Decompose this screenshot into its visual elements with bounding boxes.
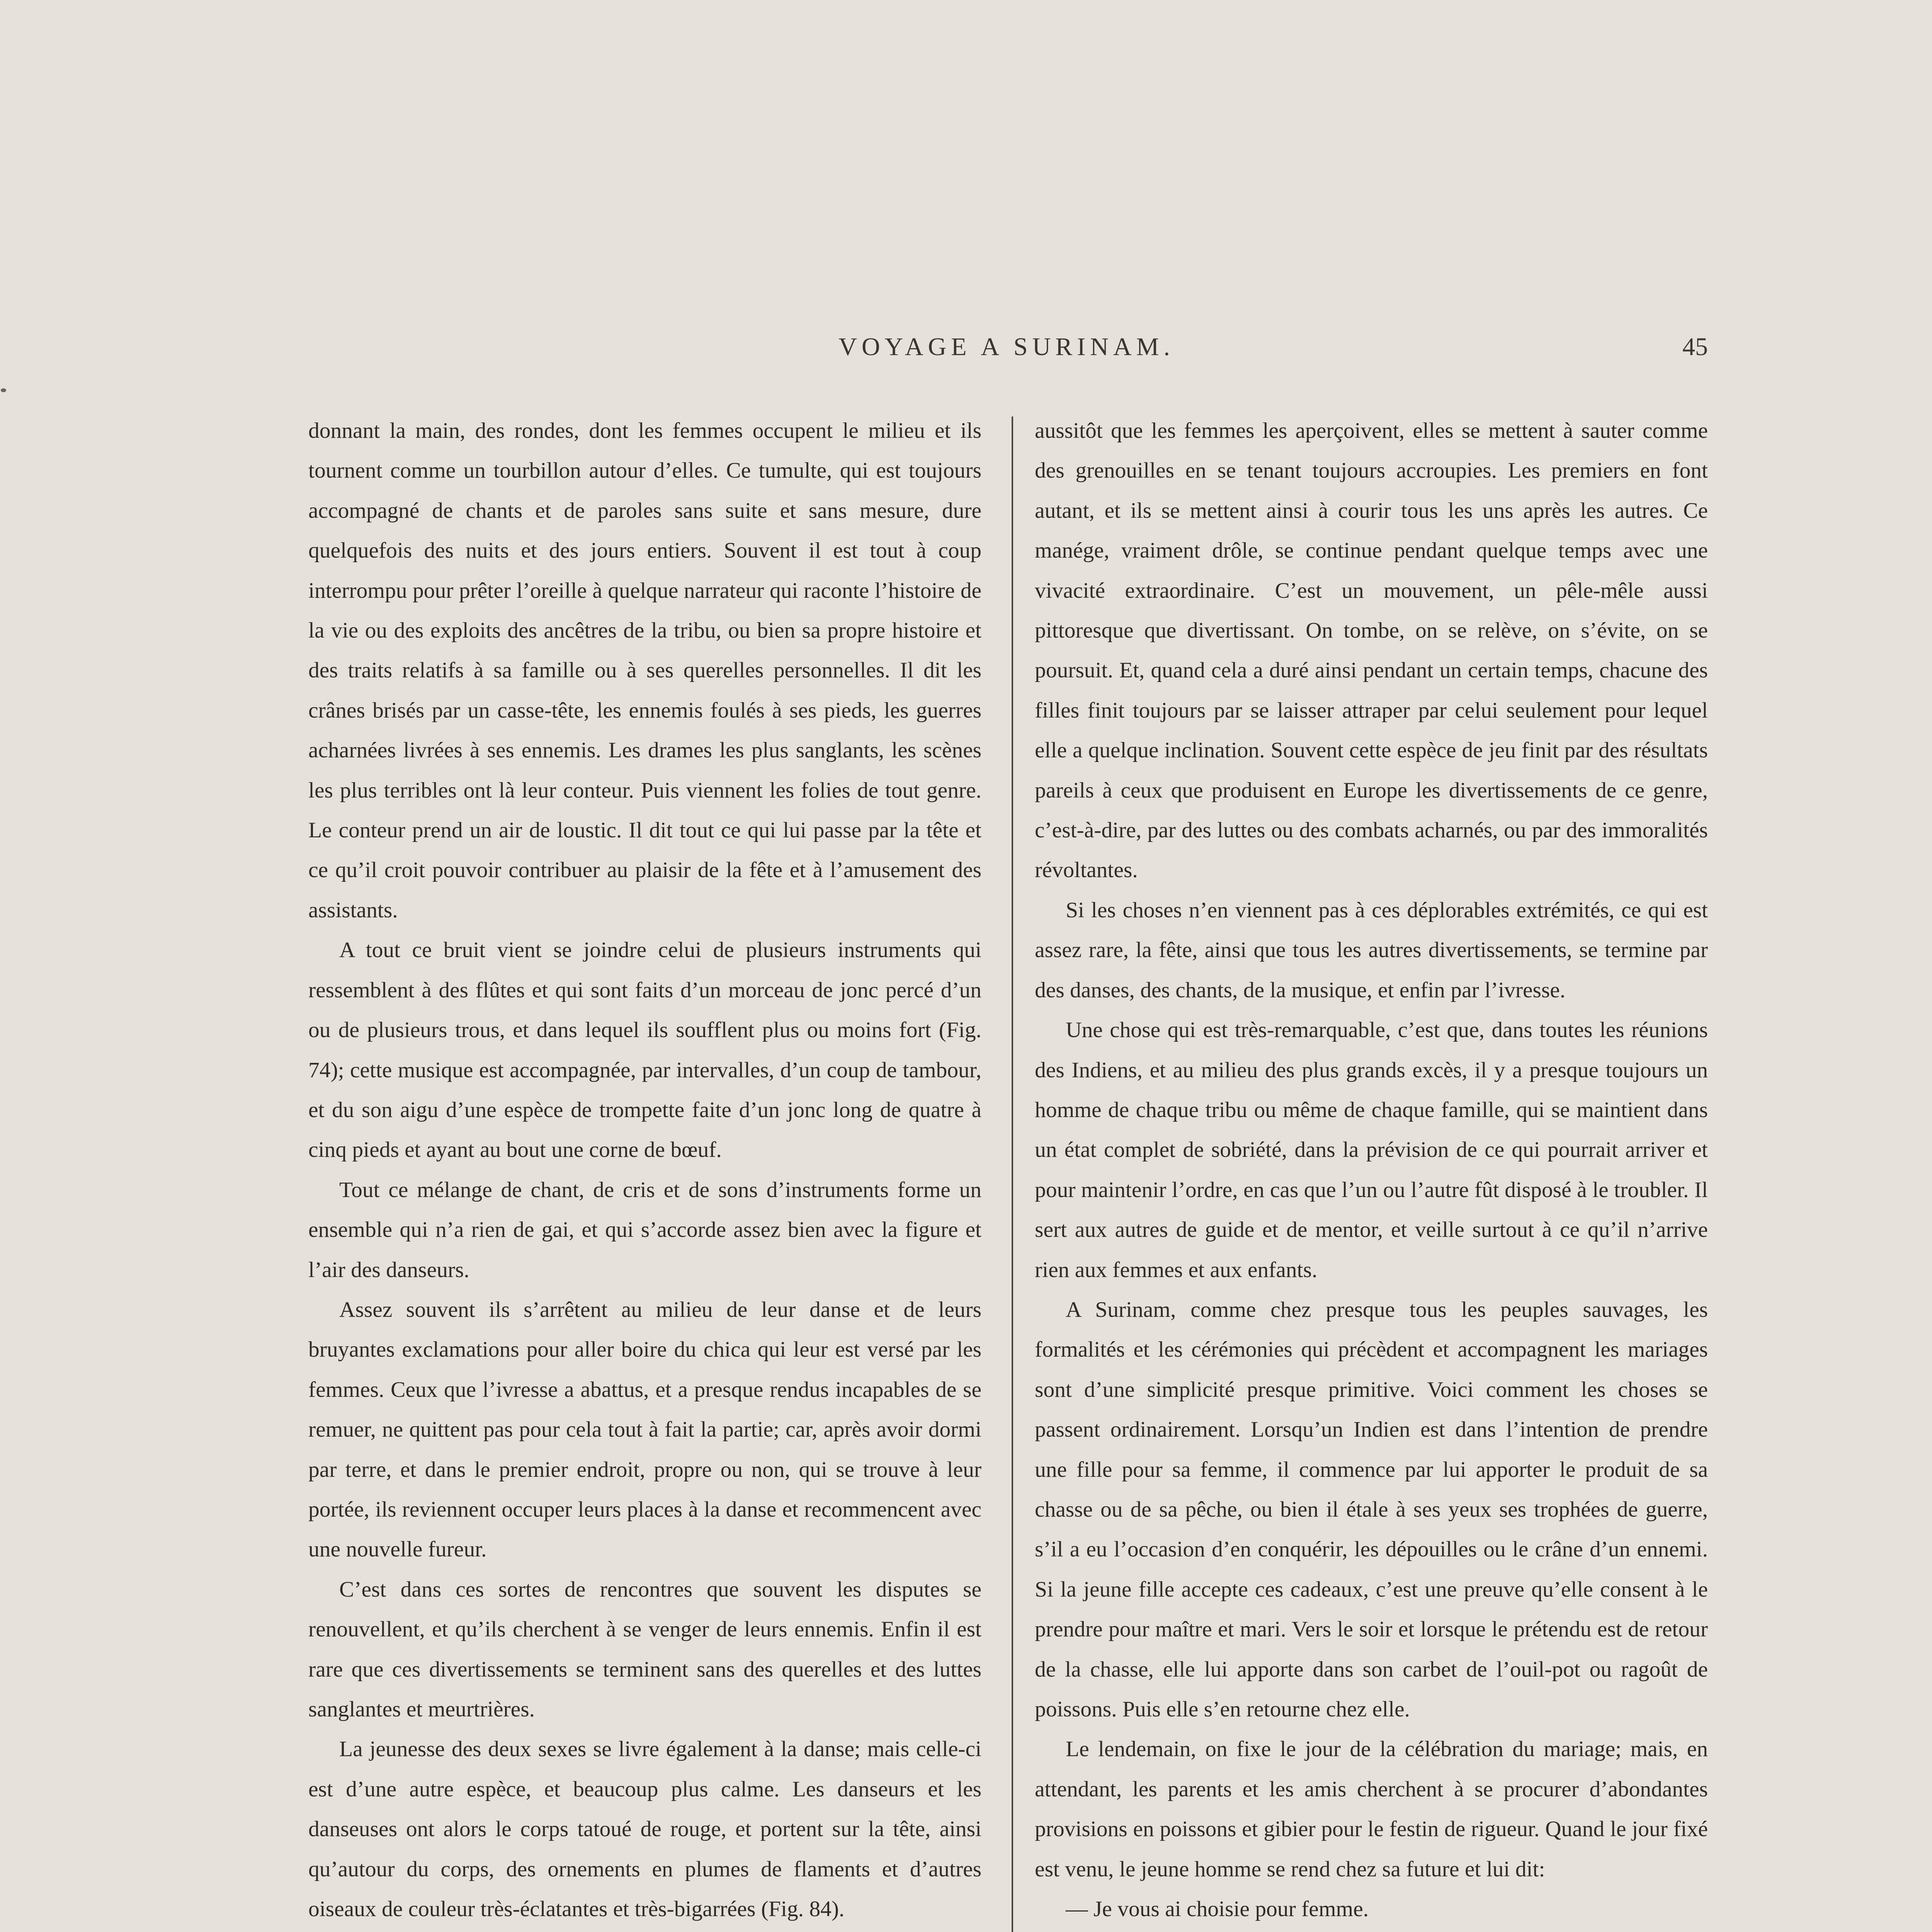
- paragraph: Si les choses n’en viennent pas à ces déplorables extrémités, ce qui est assez rare, la fête, ainsi que tous les autres divertissements, se termine par des danses, des chants, de la musique, et enfin par l’ivresse.: [1035, 898, 1708, 1002]
- page-number: 45: [1682, 333, 1708, 361]
- paragraph: Une chose qui est très-remarquable, c’est que, dans toutes les réunions des Indiens, et au milieu des plus grands excès, il y a presque toujours un homme de chaque tribu ou même de chaque famille, qui se maintient dans un état complet de sobriété, dans la prévision de ce qui pourrait arriver et pour maintenir l’ordre, en cas que l’un ou l’autre fût disposé à le troubler. Il sert aux autres de guide et de mentor, et veille surtout à ce qu’il n’arrive rien aux femmes et aux enfants.: [1035, 1018, 1708, 1282]
- paragraph: Le lendemain, on fixe le jour de la célébration du mariage; mais, en attendant, les parents et les amis cherchent à se procurer d’abondantes provisions en poissons et gibier pour le festin de rigueur. Quand le jour fixé est venu, le jeune homme se rend chez sa future et lui dit:: [1035, 1737, 1708, 1881]
- paragraph: A Surinam, comme chez presque tous les peuples sauvages, les formalités et les cérémonies qui précèdent et accompagnent les mariages sont d’une simplicité presque primitive. Voici comment les choses se passent ordinairement. Lorsqu’un Indien est dans l’intention de prendre une fille pour sa femme, il commence par lui apporter le produit de sa chasse ou de sa pêche, ou bien il étale à ses yeux ses trophées de guerre, s’il a eu l’occasion d’en conquérir, les dépouilles ou le crâne d’un ennemi. Si la jeune fille accepte ces cadeaux, c’est une preuve qu’elle consent à le prendre pour maître et mari. Vers le soir et lorsque le prétendu est de retour de la chasse, elle lui apporte dans son carbet de l’ouil-pot ou ragoût de poissons. Puis elle s’en retourne chez elle.: [1035, 1297, 1708, 1721]
- left-text-column: [308, 411, 981, 1932]
- paragraph: [1035, 1929, 1708, 1932]
- paragraph: donnant la main, des rondes, dont les femmes occupent le milieu et ils tournent comme un tourbillon autour d’elles. Ce tumulte, qui est toujours accompagné de chants et de paroles sans suite et sans mesure, dure quelquefois des nuits et des jours entiers. Souvent il est tout à coup interrompu pour prêter l’oreille à quelque narrateur qui raconte l’histoire de la vie ou des exploits des ancêtres de la tribu, ou bien sa propre histoire et des traits relatifs à sa famille ou à ses querelles personnelles. Il dit les crânes brisés par un casse-tête, les ennemis foulés à ses pieds, les guerres acharnées livrées à ses ennemis. Les drames les plus sanglants, les scènes les plus terribles ont là leur conteur. Puis viennent les folies de tout genre. Le conteur prend un air de loustic. Il dit tout ce qui lui passe par la tête et ce qu’il croit pouvoir contribuer au plaisir de la fête et à l’amusement des assistants.: [308, 418, 981, 922]
- column-divider: [1012, 417, 1013, 1932]
- paragraph: C’est dans ces sortes de rencontres que souvent les disputes se renouvellent, et qu’ils cherchent à se venger de leurs ennemis. Enfin il est rare que ces divertissements se terminent sans des querelles et des luttes sanglantes et meurtrières.: [308, 1577, 981, 1721]
- paragraph: A tout ce bruit vient se joindre celui de plusieurs instruments qui ressemblent à des flûtes et qui sont faits d’un morceau de jonc percé d’un ou de plusieurs trous, et dans lequel ils soufflent plus ou moins fort (Fig. 74); cette musique est accompagnée, par intervalles, d’un coup de tambour, et du son aigu d’une espèce de trompette faite d’un jonc long de quatre à cinq pieds et ayant au bout une corne de bœuf.: [308, 938, 981, 1162]
- paragraph: Assez souvent ils s’arrêtent au milieu de leur danse et de leurs bruyantes exclamations pour aller boire du chica qui leur est versé par les femmes. Ceux que l’ivresse a abattus, et a presque rendus incapables de se remuer, ne quittent pas pour cela tout à fait la partie; car, après avoir dormi par terre, et dans le premier endroit, propre ou non, qui se trouve à leur portée, ils reviennent occuper leurs places à la danse et recommencent avec une nouvelle fureur.: [308, 1297, 981, 1562]
- page-header: [305, 332, 1708, 375]
- margin-mark: [1, 388, 6, 392]
- paragraph: Tout ce mélange de chant, de cris et de sons d’instruments forme un ensemble qui n’a rien de gai, et qui s’accorde assez bien avec la figure et l’air des danseurs.: [308, 1177, 981, 1282]
- right-text-column: [1035, 411, 1708, 1932]
- paragraph: [308, 1929, 981, 1932]
- paragraph: aussitôt que les femmes les aperçoivent, elles se mettent à sauter comme des grenouilles en se tenant toujours accroupies. Les premiers en font autant, et ils se mettent ainsi à courir tous les uns après les autres. Ce manége, vraiment drôle, se continue pendant quelque temps avec une vivacité extraordinaire. C’est un mouvement, un pêle-mêle aussi pittoresque que divertissant. On tombe, on se relève, on s’évite, on se poursuit. Et, quand cela a duré ainsi pendant un certain temps, chacune des filles finit toujours par se laisser attraper par celui seulement pour lequel elle a quelque inclination. Souvent cette espèce de jeu finit par des résultats pareils à ceux que produisent en Europe les divertissements de ce genre, c’est-à-dire, par des luttes ou des combats acharnés, ou par des immoralités révoltantes.: [1035, 418, 1708, 883]
- running-title: VOYAGE A SURINAM.: [838, 333, 1175, 361]
- paragraph: La jeunesse des deux sexes se livre également à la danse; mais celle-ci est d’une autre espèce, et beaucoup plus calme. Les danseurs et les danseuses ont alors le corps tatoué de rouge, et portent sur la tête, ainsi qu’autour du corps, des ornements en plumes de flaments et d’autres oiseaux de couleur très-éclatantes et très-bigarrées (Fig. 84).: [308, 1737, 981, 1922]
- paragraph: — Je vous ai choisie pour femme.: [1066, 1897, 1369, 1922]
